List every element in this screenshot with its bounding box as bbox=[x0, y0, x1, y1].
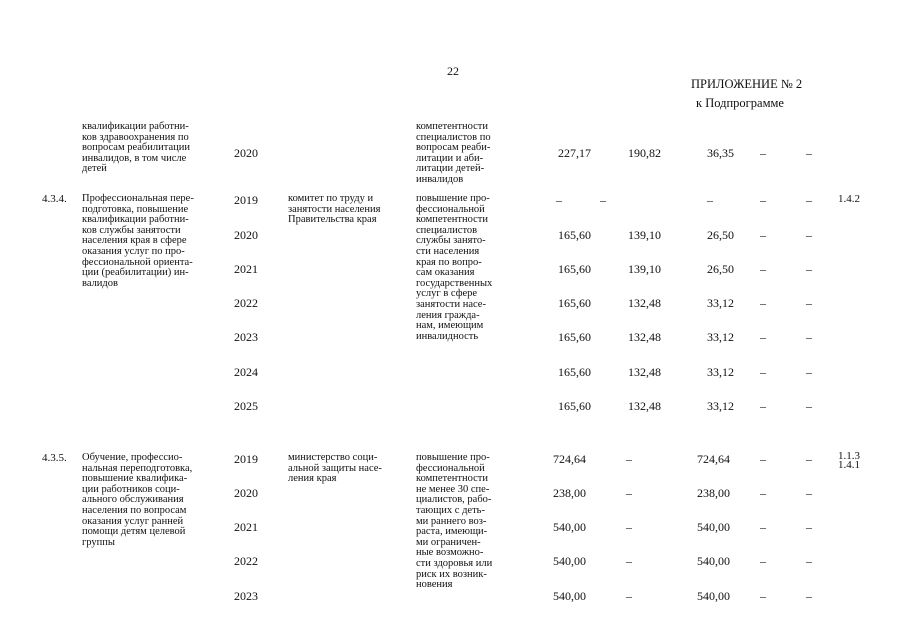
row-regional: 26,50 bbox=[707, 262, 734, 276]
row-federal: – bbox=[626, 554, 632, 568]
row-local: – bbox=[760, 262, 766, 276]
row-total: 227,17 bbox=[558, 146, 591, 160]
row-total: 724,64 bbox=[553, 452, 586, 466]
row-regional: 33,12 bbox=[707, 399, 734, 413]
row-federal: 190,82 bbox=[628, 146, 661, 160]
row-regional: 540,00 bbox=[697, 520, 730, 534]
appendix-subtitle: к Подпрограмме bbox=[696, 96, 784, 110]
row-federal: – bbox=[626, 452, 632, 466]
row-total: – bbox=[556, 193, 562, 207]
row-total: 165,60 bbox=[558, 262, 591, 276]
page-number: 22 bbox=[447, 64, 459, 78]
row-regional: 238,00 bbox=[697, 486, 730, 500]
item-result: повышение про- фессиональной компетентности не менее 30 спе- циалистов, рабо- тающих с деть- ми раннего воз- раста, имеющи- ми ограничен- ные возможно- сти здоровья или риск их возник- новения bbox=[416, 452, 493, 591]
row-year: 2025 bbox=[234, 399, 258, 413]
row-local: – bbox=[760, 330, 766, 344]
row-total: 165,60 bbox=[558, 399, 591, 413]
row-total: 165,60 bbox=[558, 228, 591, 242]
row-other: – bbox=[806, 296, 812, 310]
row-regional: 540,00 bbox=[697, 554, 730, 568]
appendix-title: ПРИЛОЖЕНИЕ № 2 bbox=[691, 77, 803, 91]
item-name: Обучение, профессио- нальная переподготовка, повышение квалифика- ции работников соци- ального обслуживания населения по вопросам оказания услуг ранней помощи детям целевой группы bbox=[82, 452, 193, 548]
row-local: – bbox=[760, 296, 766, 310]
row-year: 2020 bbox=[234, 228, 258, 242]
row-total: 165,60 bbox=[558, 296, 591, 310]
row-other: – bbox=[806, 554, 812, 568]
row-year: 2024 bbox=[234, 365, 258, 379]
row-other: – bbox=[806, 262, 812, 276]
item-name: Профессиональная пере- подготовка, повышение квалификации работни- ков службы занятости населения края в сфере оказания услуг по про- фессиональной ориента- ции (реабилитации) ин- валидов bbox=[82, 193, 194, 289]
row-total: 540,00 bbox=[553, 589, 586, 603]
row-other: – bbox=[806, 520, 812, 534]
row-regional: 26,50 bbox=[707, 228, 734, 242]
row-year: 2021 bbox=[234, 520, 258, 534]
item-indicator: 1.1.3 1.4.1 bbox=[838, 450, 860, 471]
row-other: – bbox=[806, 452, 812, 466]
row-local: – bbox=[760, 486, 766, 500]
row-total: 540,00 bbox=[553, 554, 586, 568]
item-result: повышение про- фессиональной компетентности специалистов службы занято- сти населения края по вопро- сам оказания государственных услуг в сфере занятости насе- ления гражда- нам, имеющим инвалидность bbox=[416, 193, 493, 342]
row-year: 2022 bbox=[234, 554, 258, 568]
item-number: 4.3.4. bbox=[42, 193, 67, 205]
row-local: – bbox=[760, 452, 766, 466]
row-other: – bbox=[806, 330, 812, 344]
row-year: 2019 bbox=[234, 452, 258, 466]
item-executor: министерство соци- альной защиты насе- ления края bbox=[288, 452, 382, 485]
row-federal: – bbox=[600, 193, 606, 207]
row-local: – bbox=[760, 554, 766, 568]
row-regional: 36,35 bbox=[707, 146, 734, 160]
row-federal: – bbox=[626, 589, 632, 603]
row-year: 2021 bbox=[234, 262, 258, 276]
row-local: – bbox=[760, 365, 766, 379]
row-local: – bbox=[760, 520, 766, 534]
row-local: – bbox=[760, 146, 766, 160]
row-year: 2020 bbox=[234, 146, 258, 160]
row-year: 2019 bbox=[234, 193, 258, 207]
row-federal: 132,48 bbox=[628, 296, 661, 310]
row-year: 2023 bbox=[234, 330, 258, 344]
carryover-result: компетентности специалистов по вопросам реаби- литации и аби- литации детей- инвалидов bbox=[416, 121, 491, 185]
row-regional: 540,00 bbox=[697, 589, 730, 603]
row-other: – bbox=[806, 399, 812, 413]
row-federal: 139,10 bbox=[628, 228, 661, 242]
row-local: – bbox=[760, 589, 766, 603]
row-other: – bbox=[806, 365, 812, 379]
item-indicator: 1.4.2 bbox=[838, 193, 860, 205]
row-regional: 33,12 bbox=[707, 330, 734, 344]
row-local: – bbox=[760, 228, 766, 242]
row-year: 2023 bbox=[234, 589, 258, 603]
row-federal: 132,48 bbox=[628, 365, 661, 379]
row-regional: 33,12 bbox=[707, 365, 734, 379]
row-other: – bbox=[806, 193, 812, 207]
row-total: 540,00 bbox=[553, 520, 586, 534]
row-federal: – bbox=[626, 486, 632, 500]
row-regional: 724,64 bbox=[697, 452, 730, 466]
row-federal: 139,10 bbox=[628, 262, 661, 276]
row-federal: 132,48 bbox=[628, 399, 661, 413]
item-executor: комитет по труду и занятости населения Правительства края bbox=[288, 193, 381, 226]
row-other: – bbox=[806, 486, 812, 500]
row-local: – bbox=[760, 399, 766, 413]
row-total: 165,60 bbox=[558, 365, 591, 379]
row-federal: 132,48 bbox=[628, 330, 661, 344]
row-total: 238,00 bbox=[553, 486, 586, 500]
row-regional: 33,12 bbox=[707, 296, 734, 310]
carryover-name: квалификации работни- ков здравоохранения по вопросам реабилитации инвалидов, в том числе детей bbox=[82, 121, 190, 175]
row-other: – bbox=[806, 228, 812, 242]
row-year: 2022 bbox=[234, 296, 258, 310]
row-total: 165,60 bbox=[558, 330, 591, 344]
row-other: – bbox=[806, 146, 812, 160]
row-regional: – bbox=[707, 193, 713, 207]
row-local: – bbox=[760, 193, 766, 207]
row-year: 2020 bbox=[234, 486, 258, 500]
item-number: 4.3.5. bbox=[42, 452, 67, 464]
row-federal: – bbox=[626, 520, 632, 534]
row-other: – bbox=[806, 589, 812, 603]
